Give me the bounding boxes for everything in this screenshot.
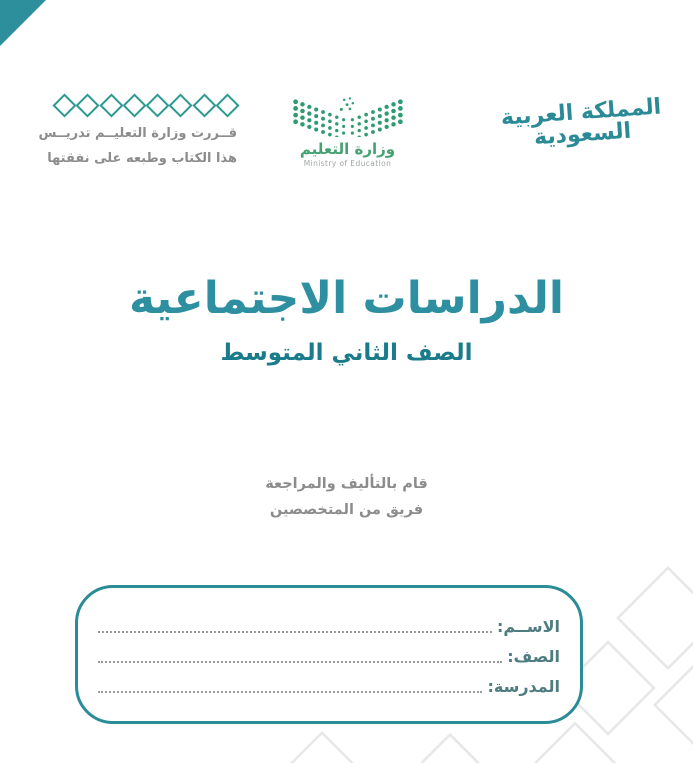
student-name-label: الاســم: [496,617,560,636]
student-name-input-line[interactable] [98,630,492,633]
outlined-diamond-icon [146,93,170,117]
authorship-line-2: فريق من المتخصصين [269,502,424,518]
decision-line-1: قــررت وزارة التعليــم تدريــس [38,126,237,141]
student-name-row [96,608,560,638]
outlined-diamond-icon [215,93,239,117]
ministry-of-education-dotted-logo-icon [287,97,409,137]
decision-statement-text [38,121,237,171]
student-class-label: الصف: [507,647,560,666]
grade-subtitle: الصف الثاني المتوسط [220,340,473,366]
authorship-line-1: قام بالتأليف والمراجعة [265,476,428,492]
outlined-diamond-icon [53,93,77,117]
corner-triangle-icon [0,0,46,46]
authorship-note [0,471,693,523]
book-title: الدراسات الاجتماعية [129,273,564,324]
outlined-diamond-icon [76,93,100,117]
decision-statement [38,94,237,171]
student-school-input-line[interactable] [98,690,482,693]
student-school-label: المدرسة: [487,677,560,696]
decision-line-2: هذا الكتاب وطبعه على نفقتها [47,151,237,166]
diamonds-row [55,94,237,116]
outlined-diamond-icon [169,93,193,117]
ministry-name-english: Ministry of Education [303,159,392,168]
student-class-input-line[interactable] [98,660,502,663]
ministry-logo [270,97,425,168]
kingdom-emblem: المملكة العربية السعودية [500,94,663,151]
ministry-name-arabic: وزارة التعليم [299,140,396,158]
outlined-diamond-icon [122,93,146,117]
outlined-diamond-icon [99,93,123,117]
student-school-row [96,668,560,698]
student-info-box [75,585,583,724]
outlined-diamond-icon [192,93,216,117]
student-class-row [96,638,560,668]
